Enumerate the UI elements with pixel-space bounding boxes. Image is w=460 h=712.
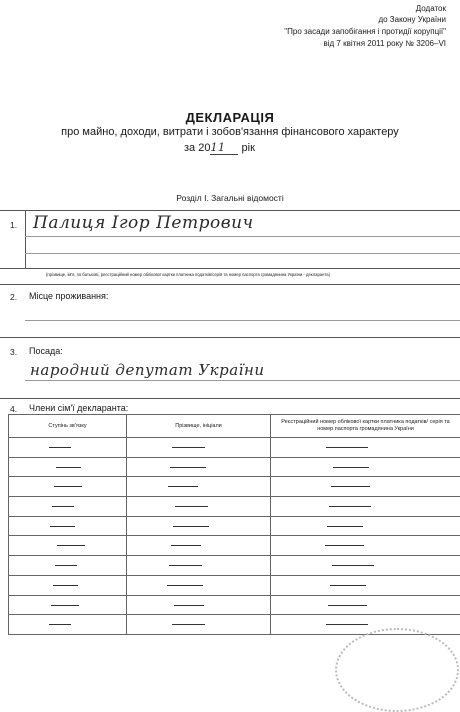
table-cell — [9, 595, 127, 615]
position-value: народний депутат України — [30, 361, 265, 379]
table-row — [9, 556, 460, 576]
table-row — [9, 457, 460, 477]
table-cell — [9, 438, 127, 458]
table-cell — [271, 516, 460, 536]
name-underline-1 — [25, 236, 460, 237]
table-cell — [9, 615, 127, 635]
blank-dash — [173, 526, 209, 527]
blank-dash — [51, 605, 79, 606]
blank-dash — [57, 545, 85, 546]
blank-dash — [325, 545, 364, 546]
year-prefix: за 20 — [184, 142, 210, 154]
annex-line-4: від 7 квітня 2011 року № 3206–VI — [324, 39, 447, 49]
table-row — [9, 516, 460, 536]
table-cell — [271, 536, 460, 556]
blank-dash — [329, 506, 371, 507]
blank-dash — [56, 467, 81, 468]
blank-dash — [49, 447, 71, 448]
name-underline-2 — [25, 253, 460, 254]
table-row — [9, 438, 460, 458]
field-1-number: 1. — [10, 220, 17, 230]
table-cell — [127, 536, 271, 556]
column-header-name: Прізвище, ініціали — [127, 415, 271, 438]
table-row — [9, 497, 460, 517]
table-cell — [271, 477, 460, 497]
table-cell — [9, 516, 127, 536]
blank-dash — [52, 506, 74, 507]
blank-dash — [172, 624, 205, 625]
position-underline — [25, 380, 460, 381]
table-cell — [127, 497, 271, 517]
table-cell — [9, 457, 127, 477]
table-cell — [271, 457, 460, 477]
blank-dash — [331, 486, 370, 487]
annex-line-2: до Закону України — [378, 15, 446, 25]
column-header-relation: Ступінь зв'язку — [9, 415, 127, 438]
table-body — [9, 438, 460, 635]
table-cell — [127, 457, 271, 477]
blank-dash — [54, 486, 82, 487]
blank-dash — [171, 545, 201, 546]
declarant-name: Палиця Ігор Петрович — [33, 213, 254, 233]
position-label: Посада: — [29, 346, 63, 356]
table-row — [9, 477, 460, 497]
members-label: Члени сім'ї декларанта: — [29, 403, 128, 413]
blank-dash — [174, 605, 204, 606]
blank-dash — [168, 486, 198, 487]
name-caption: (прізвище, ім'я, по батькові, реєстраційний номер облікової картки платника податків/серія та номер паспорта громадянина України - декларанта) — [46, 272, 330, 277]
field-1-divider — [25, 210, 26, 268]
family-members-table — [8, 414, 460, 635]
table-cell — [271, 497, 460, 517]
table-cell — [127, 575, 271, 595]
blank-dash — [53, 585, 78, 586]
table-cell — [127, 595, 271, 615]
blank-dash — [326, 624, 368, 625]
table-cell — [9, 536, 127, 556]
blank-dash — [332, 565, 374, 566]
year-suffix: рік — [242, 142, 255, 154]
field-4-number: 4. — [10, 404, 17, 414]
blank-dash — [333, 467, 369, 468]
residence-label: Місце проживання: — [29, 291, 108, 301]
document-subtitle: про майно, доходи, витрати і зобов'язання фінансового характеру — [0, 126, 460, 138]
year-line — [184, 141, 255, 155]
blank-dash — [330, 585, 366, 586]
table-cell — [9, 477, 127, 497]
blank-dash — [170, 467, 206, 468]
field-1-bottom-border — [0, 268, 460, 269]
field-2-number: 2. — [10, 292, 17, 302]
year-value: 11 — [210, 141, 238, 155]
table-cell — [127, 516, 271, 536]
table-cell — [9, 575, 127, 595]
blank-dash — [327, 526, 363, 527]
table-cell — [127, 615, 271, 635]
table-row — [9, 536, 460, 556]
field-4-top-border — [0, 398, 460, 399]
stamp-mark — [335, 628, 459, 712]
blank-dash — [326, 447, 368, 448]
blank-dash — [50, 526, 75, 527]
blank-dash — [49, 624, 71, 625]
blank-dash — [175, 506, 208, 507]
table-row — [9, 595, 460, 615]
table-cell — [127, 438, 271, 458]
blank-dash — [167, 585, 203, 586]
annex-line-3: "Про засади запобігання і протидії корупції" — [284, 27, 446, 37]
blank-dash — [328, 605, 367, 606]
table-cell — [271, 575, 460, 595]
table-cell — [271, 595, 460, 615]
document-title: ДЕКЛАРАЦІЯ — [0, 110, 460, 125]
blank-dash — [172, 447, 205, 448]
blank-dash — [169, 565, 202, 566]
table-cell — [127, 556, 271, 576]
table-cell — [271, 438, 460, 458]
column-header-tax-id: Реєстраційний номер облікової картки платника податків/ серія та номер паспорта громадянина України — [271, 415, 460, 438]
field-3-number: 3. — [10, 347, 17, 357]
annex-line-1: Додаток — [416, 4, 446, 14]
field-1-top-border — [0, 210, 460, 211]
table-cell — [9, 497, 127, 517]
blank-dash — [55, 565, 77, 566]
table-row — [9, 575, 460, 595]
field-2-top-border — [0, 284, 460, 285]
table-cell — [127, 477, 271, 497]
field-3-top-border — [0, 337, 460, 338]
table-header-row — [9, 415, 460, 438]
section-title: Розділ І. Загальні відомості — [0, 193, 460, 203]
residence-underline — [25, 320, 460, 321]
table-cell — [9, 556, 127, 576]
table-cell — [271, 615, 460, 635]
table-cell — [271, 556, 460, 576]
